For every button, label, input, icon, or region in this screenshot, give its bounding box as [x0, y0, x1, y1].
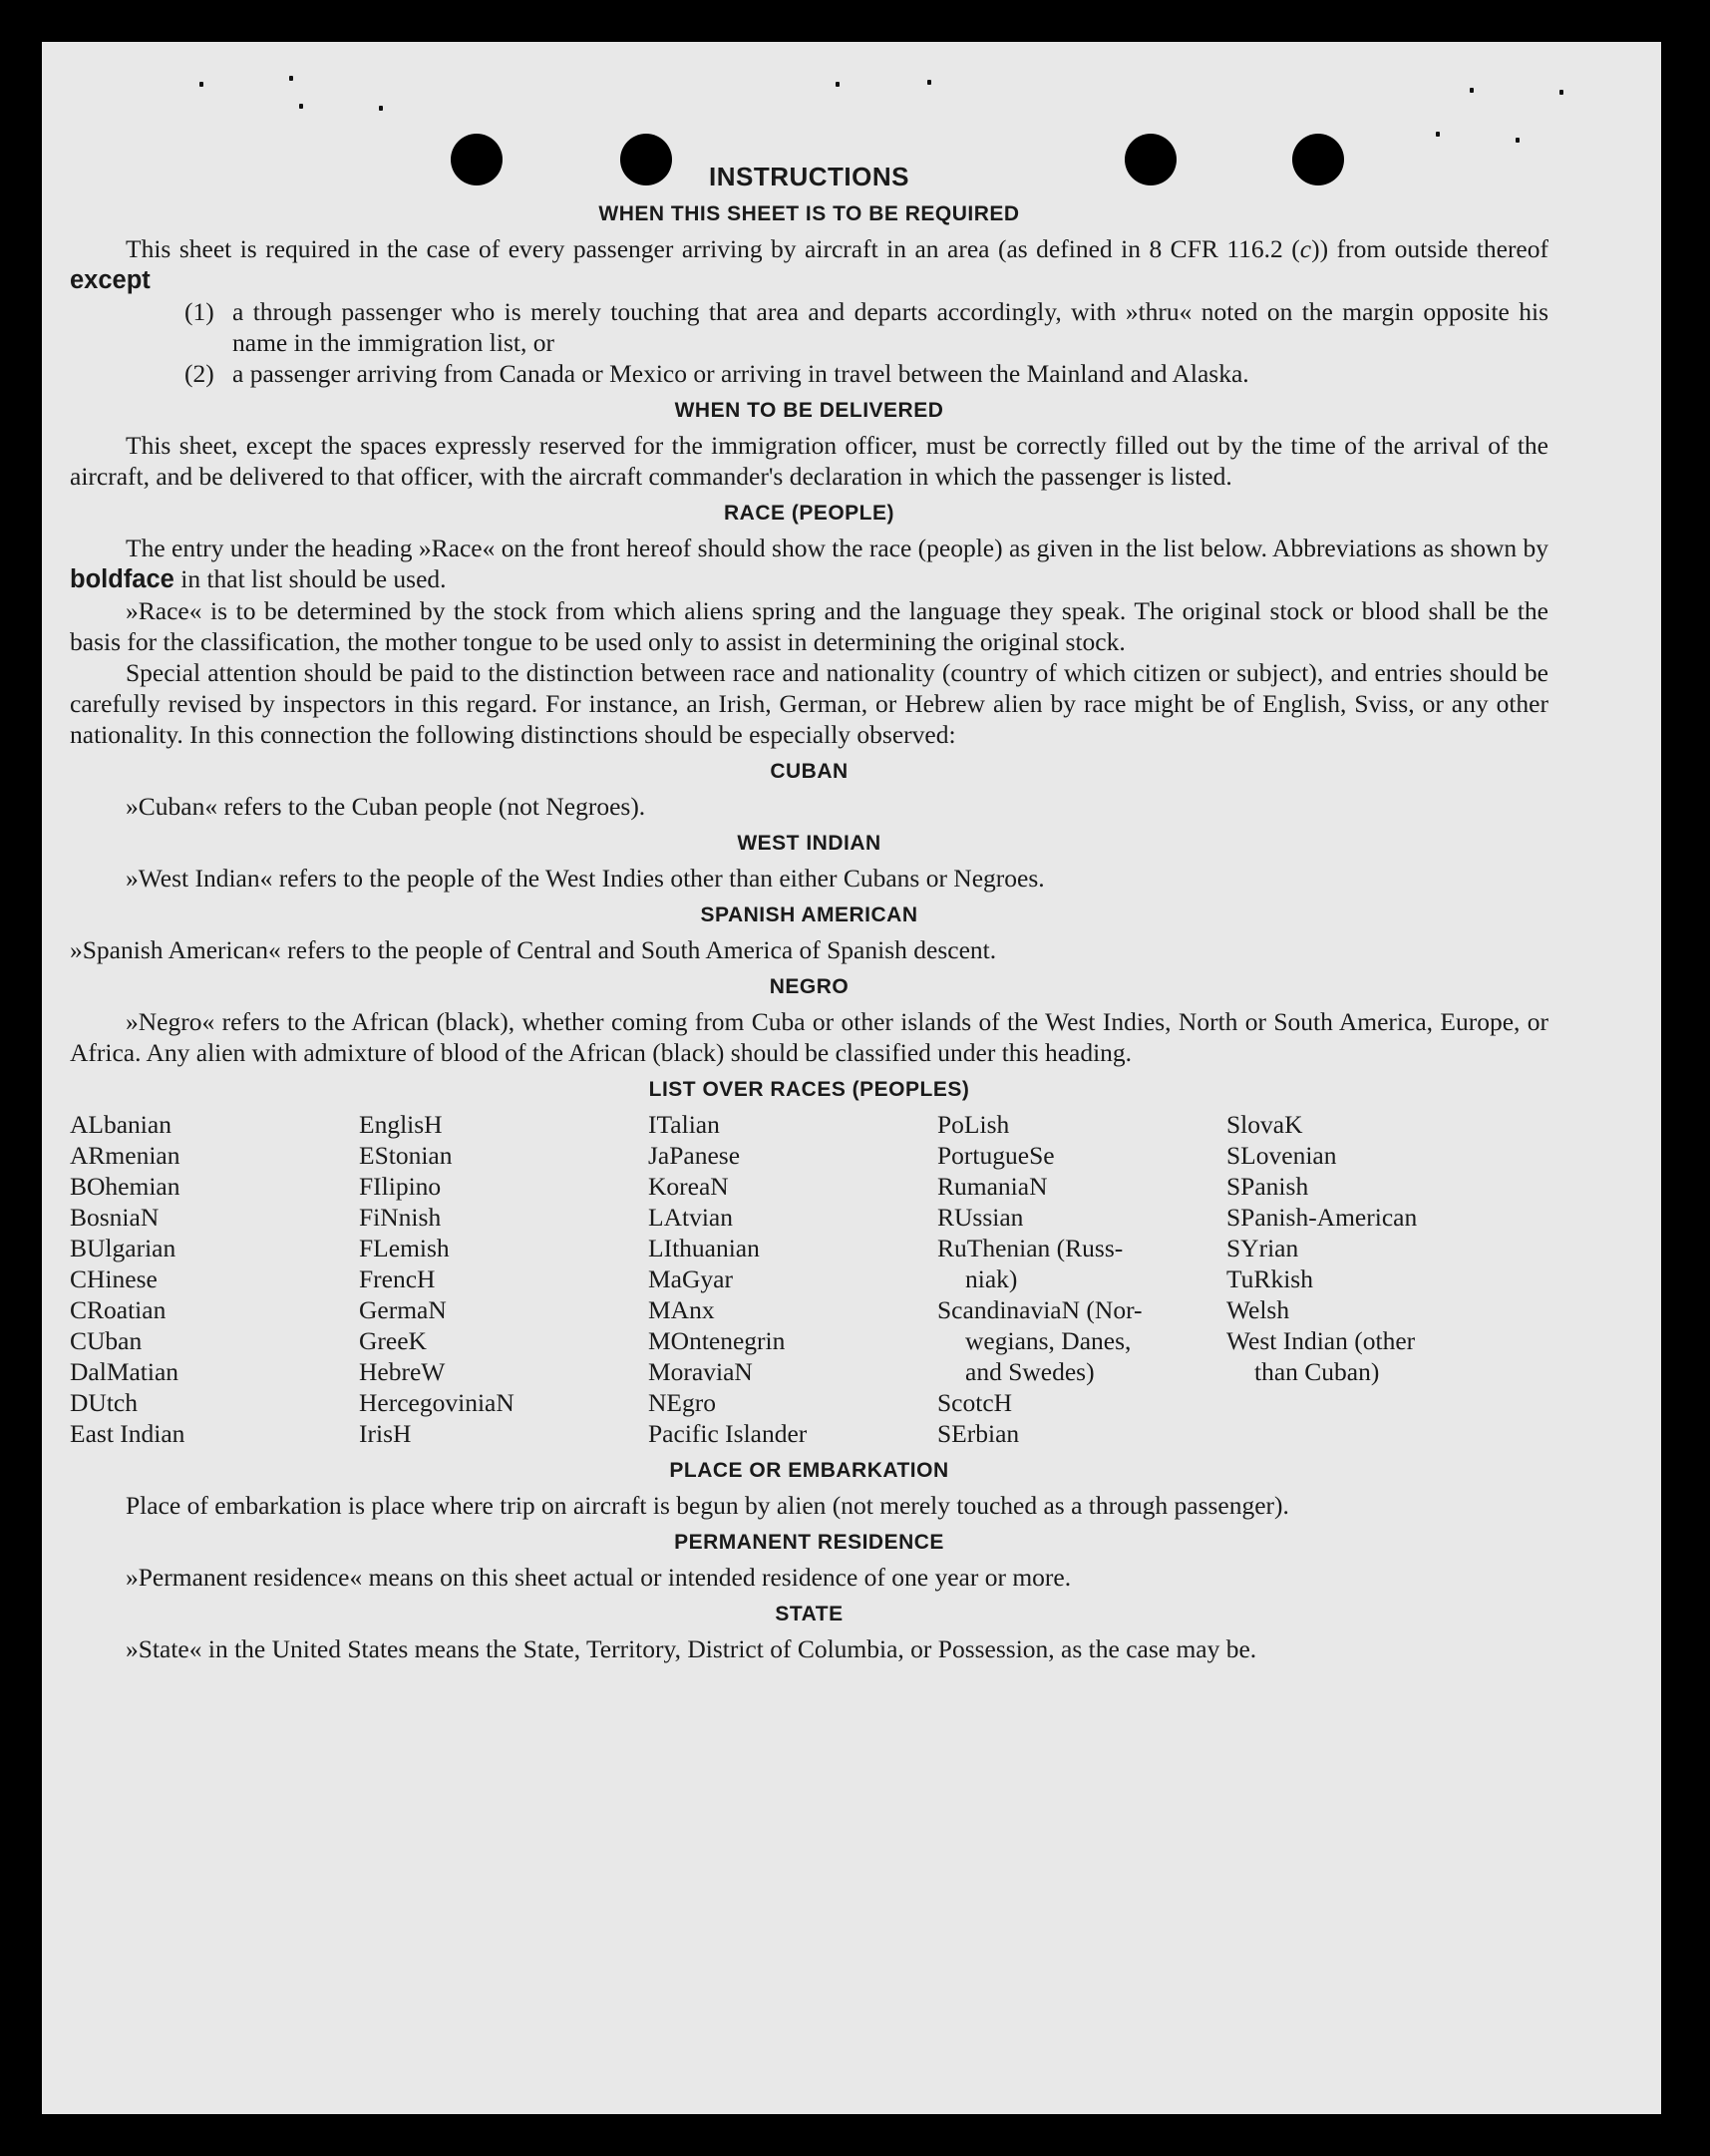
race-item: FrencH — [359, 1264, 436, 1293]
section-heading: WEST INDIAN — [737, 832, 881, 855]
section-heading: PERMANENT RESIDENCE — [674, 1531, 944, 1554]
race-item: SLovenian — [1226, 1141, 1337, 1170]
race-item: East Indian — [70, 1419, 185, 1448]
list-item: (1) a through passenger who is merely touching that area and departs accordingly, with »thru« noted on the margin opposite his name in the immigration list, or — [184, 297, 1548, 357]
race-column — [648, 1109, 937, 1449]
race-item: FiNnish — [359, 1203, 442, 1232]
scan-speck — [927, 80, 931, 85]
race-item: ScotcH — [937, 1388, 1013, 1417]
race-column — [70, 1109, 359, 1449]
race-item-continuation: and Swedes) — [965, 1357, 1095, 1386]
race-item: LIthuanian — [648, 1234, 760, 1262]
race-item: IrisH — [359, 1419, 412, 1448]
race-item: HercegoviniaN — [359, 1388, 514, 1417]
race-item-continuation: wegians, Danes, — [965, 1326, 1132, 1355]
race-item-continuation: than Cuban) — [1254, 1357, 1380, 1386]
race-column — [937, 1109, 1226, 1449]
section-heading: WHEN TO BE DELIVERED — [674, 399, 944, 422]
race-list — [70, 1109, 1548, 1449]
race-item: FIlipino — [359, 1172, 442, 1201]
race-item: SYrian — [1226, 1234, 1299, 1262]
race-item: BUlgarian — [70, 1234, 176, 1262]
scan-speck — [299, 104, 303, 109]
scan-speck — [289, 76, 293, 81]
paragraph: »State« in the United States means the State, Territory, District of Columbia, or Possession, as the case may be. — [126, 1634, 1257, 1663]
race-item: MAnx — [648, 1295, 715, 1324]
race-item: RUssian — [937, 1203, 1024, 1232]
race-item: CRoatian — [70, 1295, 167, 1324]
emphasis-text: boldface — [70, 565, 174, 593]
page-title: INSTRUCTIONS — [709, 162, 909, 191]
race-item: RuThenian (Russ- — [937, 1234, 1124, 1262]
paragraph: »Spanish American« refers to the people of Central and South America of Spanish descent. — [70, 935, 997, 964]
race-item: West Indian (other — [1226, 1326, 1416, 1355]
paragraph: »Permanent residence« means on this sheet actual or intended residence of one year or more. — [126, 1563, 1072, 1592]
paragraph: Place of embarkation is place where trip on aircraft is begun by alien (not merely touched as a through passenger). — [126, 1491, 1289, 1520]
section-heading: CUBAN — [770, 760, 849, 783]
section-heading: PLACE OR EMBARKATION — [669, 1459, 949, 1482]
paragraph: »Cuban« refers to the Cuban people (not Negroes). — [126, 792, 646, 821]
race-item: SErbian — [937, 1419, 1020, 1448]
race-item: LAtvian — [648, 1203, 733, 1232]
race-item: ITalian — [648, 1110, 720, 1139]
paragraph: »West Indian« refers to the people of the West Indies other than either Cubans or Negroes. — [126, 864, 1045, 893]
race-item: MoraviaN — [648, 1357, 753, 1386]
race-item: BOhemian — [70, 1172, 180, 1201]
list-item: (2) a passenger arriving from Canada or Mexico or arriving in travel between the Mainland and Alaska. — [184, 359, 1249, 388]
race-item: CUban — [70, 1326, 143, 1355]
race-item-continuation: niak) — [965, 1264, 1018, 1293]
paragraph: This sheet, except the spaces expressly reserved for the immigration officer, must be correctly filled out by the time of the arrival of the aircraft, and be delivered to that officer, with the aircraft commander's declaration in which the passenger is listed. — [70, 431, 1548, 491]
paragraph: »Negro« refers to the African (black), whether coming from Cuba or other islands of the West Indies, North or South America, Europe, or Africa. Any alien with admixture of blood of the African (black) should be classified under this heading. — [70, 1007, 1548, 1067]
document-sheet — [42, 42, 1661, 2114]
section-heading: NEGRO — [769, 975, 850, 998]
section-heading: LIST OVER RACES (PEOPLES) — [648, 1078, 970, 1101]
race-item: EStonian — [359, 1141, 453, 1170]
race-item: HebreW — [359, 1357, 446, 1386]
race-item: ARmenian — [70, 1141, 180, 1170]
scan-speck — [379, 106, 383, 111]
race-item: MOntenegrin — [648, 1326, 786, 1355]
scan-speck — [199, 82, 203, 87]
race-column — [359, 1109, 648, 1449]
race-item: ALbanian — [70, 1110, 171, 1139]
scan-speck — [1516, 138, 1520, 143]
emphasis-text: except — [70, 266, 151, 294]
scan-speck — [1559, 90, 1563, 95]
race-item: EnglisH — [359, 1110, 443, 1139]
scan-speck — [1436, 132, 1440, 137]
section-heading: RACE (PEOPLE) — [723, 502, 894, 525]
race-item: GermaN — [359, 1295, 447, 1324]
race-item: SPanish — [1226, 1172, 1309, 1201]
race-column — [1226, 1109, 1548, 1449]
scan-speck — [1470, 88, 1474, 93]
race-item: NEgro — [648, 1388, 716, 1417]
race-item: Pacific Islander — [648, 1419, 808, 1448]
race-item: DalMatian — [70, 1357, 179, 1386]
scan-speck — [836, 82, 840, 87]
paragraph: Special attention should be paid to the distinction between race and nationality (country of which citizen or subject), and entries should be carefully revised by inspectors in this regard. For instance, an Irish, German, or Hebrew alien by race might be of English, Sviss, or any other nationality. In this connection the following distinctions should be especially observed: — [70, 658, 1548, 749]
section-heading: WHEN THIS SHEET IS TO BE REQUIRED — [598, 202, 1020, 225]
race-item: DUtch — [70, 1388, 138, 1417]
race-item: RumaniaN — [937, 1172, 1048, 1201]
section-heading: SPANISH AMERICAN — [700, 903, 918, 926]
race-item: SPanish-American — [1226, 1203, 1418, 1232]
race-item: SlovaK — [1226, 1110, 1303, 1139]
paragraph: This sheet is required in the case of every passenger arriving by aircraft in an area (as defined in 8 CFR 116.2 (c)) from outside thereof except — [70, 234, 1548, 294]
race-item: TuRkish — [1226, 1264, 1313, 1293]
race-item: PoLish — [937, 1110, 1010, 1139]
instructions-content — [70, 162, 1548, 1664]
race-item: BosniaN — [70, 1203, 160, 1232]
race-item: KoreaN — [648, 1172, 729, 1201]
race-item: MaGyar — [648, 1264, 733, 1293]
race-item: PortugueSe — [937, 1141, 1055, 1170]
race-item: FLemish — [359, 1234, 450, 1262]
paragraph: The entry under the heading »Race« on the front hereof should show the race (people) as given in the list below. Abbreviations as shown by boldface in that list should be used. — [70, 534, 1548, 593]
race-item: CHinese — [70, 1264, 158, 1293]
section-heading: STATE — [775, 1603, 844, 1625]
paragraph: »Race« is to be determined by the stock from which aliens spring and the language they speak. The original stock or blood shall be the basis for the classification, the mother tongue to be used only to assist in determining the original stock. — [70, 596, 1548, 656]
race-item: Welsh — [1226, 1295, 1290, 1324]
race-item: JaPanese — [648, 1141, 741, 1170]
race-item: GreeK — [359, 1326, 427, 1355]
race-item: ScandinaviaN (Nor- — [937, 1295, 1143, 1324]
